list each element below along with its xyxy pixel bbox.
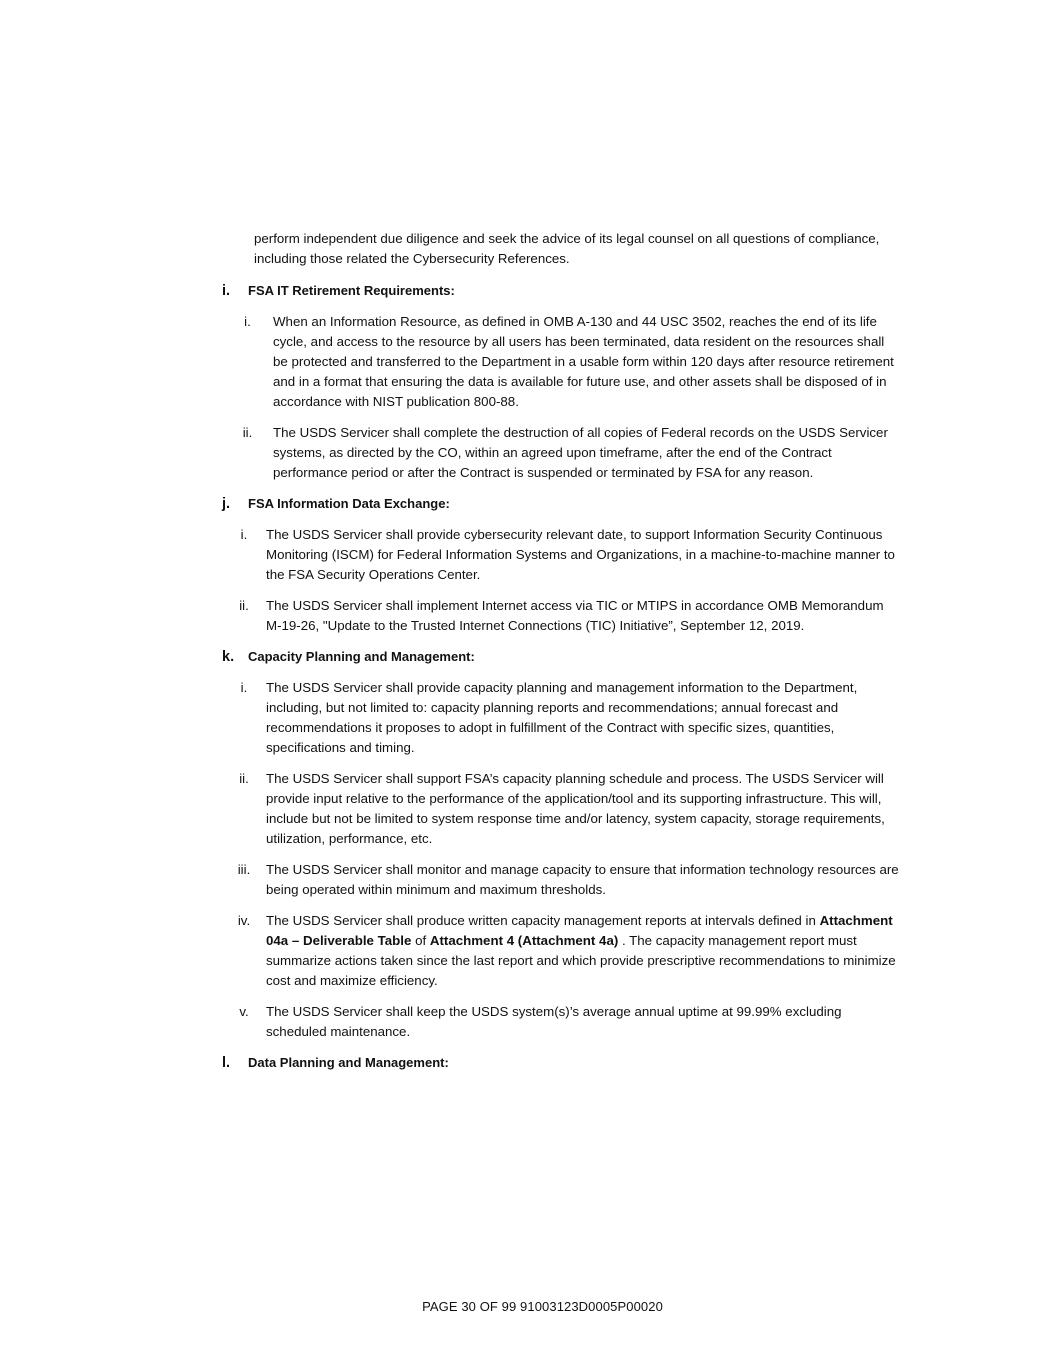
section-letter: k. bbox=[222, 649, 235, 665]
item-number: iii. bbox=[237, 862, 251, 877]
page-content bbox=[222, 229, 902, 1084]
item-text bbox=[266, 911, 902, 991]
lead-paragraph: perform independent due diligence and seek the advice of its legal counsel on all questions of compliance, including those related the Cybersecurity References. bbox=[254, 231, 880, 266]
item-text: When an Information Resource, as defined in OMB A-130 and 44 USC 3502, reaches the end of its life cycle, and access to the resource by all users has been terminated, data resident on the resources shall be protected and transferred to the Department in a usable form within 120 days after resource retirement and in a format that ensuring the data is available for future use, and other assets shall be disposed of in accordance with NIST publication 800-88. bbox=[273, 314, 894, 409]
item-number: ii. bbox=[239, 598, 249, 613]
item-number: ii. bbox=[242, 425, 253, 440]
section-heading bbox=[222, 494, 902, 514]
list-item bbox=[222, 860, 902, 900]
item-text: The USDS Servicer shall provide capacity planning and management information to the Department, including, but not limited to: capacity planning reports and recommendations; annual forecast and recommendations it proposes to adopt in fulfillment of the Contract with specific sizes, quantities, specifications and timing. bbox=[266, 680, 858, 755]
section-letter: l. bbox=[222, 1055, 231, 1071]
section-title: Data Planning and Management: bbox=[248, 1055, 449, 1070]
item-text: The USDS Servicer shall provide cybersecurity relevant date, to support Information Security Continuous Monitoring (ISCM) for Federal Information Systems and Organizations, in a machine-to-machine manner to the FSA Security Operations Center. bbox=[266, 527, 895, 582]
section-heading bbox=[222, 647, 902, 667]
attachment-reference: Attachment 4 (Attachment 4a) bbox=[429, 933, 619, 948]
item-list bbox=[222, 312, 902, 483]
list-item bbox=[222, 911, 902, 991]
list-item bbox=[222, 423, 902, 483]
item-text-post: . The capacity management report must summarize actions taken since the last report and which provide prescriptive recommendations to minimize cost and maximize efficiency. bbox=[266, 933, 896, 988]
item-text-mid: of bbox=[411, 933, 430, 948]
item-list bbox=[222, 678, 902, 1042]
section-data-planning bbox=[222, 1053, 902, 1073]
section-heading bbox=[222, 1053, 902, 1073]
section-title: FSA Information Data Exchange: bbox=[248, 496, 450, 511]
item-text-pre: The USDS Servicer shall produce written capacity management reports at intervals defined in bbox=[266, 913, 820, 928]
list-item bbox=[222, 596, 902, 636]
section-capacity-planning bbox=[222, 647, 902, 1042]
list-item bbox=[222, 769, 902, 849]
section-title: FSA IT Retirement Requirements: bbox=[248, 283, 455, 298]
item-text: The USDS Servicer shall complete the destruction of all copies of Federal records on the USDS Servicer systems, as directed by the CO, within an agreed upon timeframe, after the end of the Contract performance period or after the Contract is suspended or terminated by FSA for any reason. bbox=[273, 425, 888, 480]
section-letter: i. bbox=[222, 283, 231, 299]
item-number: ii. bbox=[239, 771, 249, 786]
attachment-reference: Attachment 04a – Deliverable Table bbox=[266, 913, 893, 948]
item-number: v. bbox=[239, 1004, 249, 1019]
page-footer: PAGE 30 OF 99 91003123D0005P00020 bbox=[422, 1299, 663, 1314]
item-text: The USDS Servicer shall monitor and manage capacity to ensure that information technology resources are being operated within minimum and maximum thresholds. bbox=[266, 862, 899, 897]
item-text: The USDS Servicer shall support FSA’s capacity planning schedule and process. The USDS Servicer will provide input relative to the performance of the application/tool and its supporting infrastructure. This will, include but not be limited to system response time and/or latency, system capacity, storage requirements, utilization, performance, etc. bbox=[266, 771, 885, 846]
section-letter: j. bbox=[222, 496, 231, 512]
list-item bbox=[222, 525, 902, 585]
item-number: i. bbox=[240, 680, 248, 695]
list-item bbox=[222, 1002, 902, 1042]
item-number: iv. bbox=[237, 913, 251, 928]
section-data-exchange bbox=[222, 494, 902, 636]
item-list bbox=[222, 525, 902, 636]
item-number: i. bbox=[244, 314, 251, 329]
list-item bbox=[222, 312, 902, 412]
item-text: The USDS Servicer shall keep the USDS system(s)’s average annual uptime at 99.99% excluding scheduled maintenance. bbox=[266, 1004, 842, 1039]
list-item bbox=[222, 678, 902, 758]
section-title: Capacity Planning and Management: bbox=[248, 649, 475, 664]
section-it-retirement bbox=[222, 281, 902, 483]
item-number: i. bbox=[240, 527, 248, 542]
item-text: The USDS Servicer shall implement Internet access via TIC or MTIPS in accordance OMB Memorandum M-19-26, "Update to the Trusted Internet Connections (TIC) Initiative”, September 12, 2019. bbox=[266, 598, 884, 633]
section-heading bbox=[222, 281, 902, 301]
